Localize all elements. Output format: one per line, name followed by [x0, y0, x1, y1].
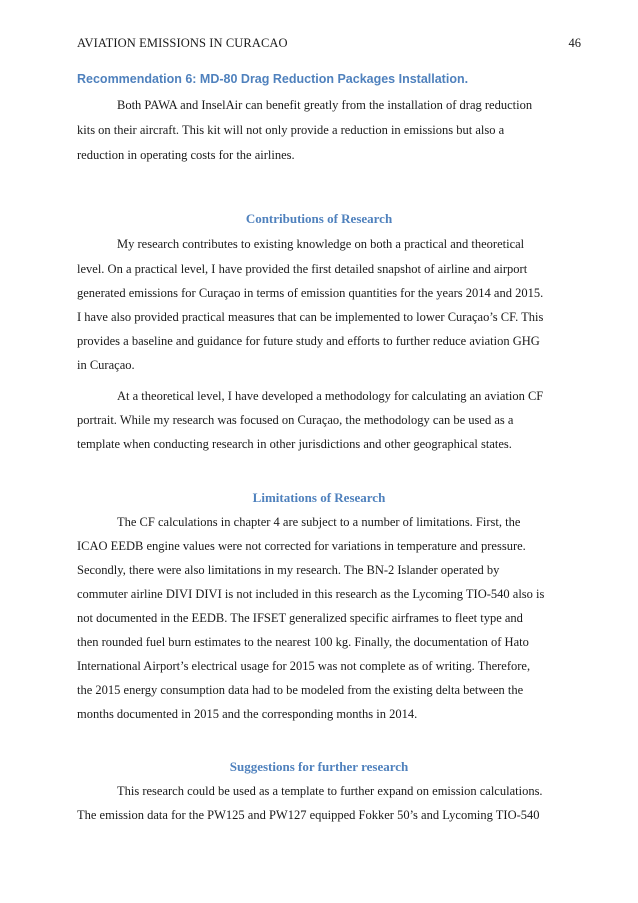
body-line: commuter airline DIVI DIVI is not included in this research as the Lycoming TIO-540 also is [77, 587, 545, 601]
body-line: This research could be used as a template to further expand on emission calculations. [117, 784, 543, 798]
body-line: months documented in 2015 and the corresponding months in 2014. [77, 707, 418, 721]
body-line: ICAO EEDB engine values were not corrected for variations in temperature and pressure. [77, 539, 526, 553]
recommendation-6-heading: Recommendation 6: MD-80 Drag Reduction Packages Installation. [77, 72, 469, 86]
body-line: I have also provided practical measures that can be implemented to lower Curaçao’s CF. This [77, 310, 544, 324]
suggestions-heading: Suggestions for further research [229, 759, 409, 774]
body-line: then rounded fuel burn estimates to the nearest 100 kg. Finally, the documentation of Hato [77, 635, 529, 649]
body-line: template when conducting research in other jurisdictions and other geographical states. [77, 437, 512, 451]
limitations-heading: Limitations of Research [252, 490, 386, 505]
body-line: kits on their aircraft. This kit will not only provide a reduction in emissions but also a [77, 123, 505, 137]
body-line: The CF calculations in chapter 4 are subject to a number of limitations. First, the [117, 515, 521, 529]
page-number: 46 [568, 36, 581, 50]
body-line: At a theoretical level, I have developed a methodology for calculating an aviation CF [117, 389, 544, 403]
body-line: The emission data for the PW125 and PW127 equipped Fokker 50’s and Lycoming TIO-540 [77, 808, 540, 822]
body-line: International Airport’s electrical usage for 2015 was not complete as of writing. Therefore, [77, 659, 531, 673]
body-line: Secondly, there were also limitations in my research. The BN-2 Islander operated by [77, 563, 500, 577]
running-head: AVIATION EMISSIONS IN CURACAO [77, 36, 288, 50]
body-line: My research contributes to existing knowledge on both a practical and theoretical [117, 237, 525, 251]
body-line: not documented in the EEDB. The IFSET generalized specific airframes to fleet type and [77, 611, 523, 625]
body-line: the 2015 energy consumption data had to be modeled from the existing delta between the [77, 683, 524, 697]
body-line: reduction in operating costs for the airlines. [77, 148, 295, 162]
body-line: provides a baseline and guidance for future study and efforts to further reduce aviation GHG [77, 334, 540, 348]
body-line: level. On a practical level, I have provided the first detailed snapshot of airline and airport [77, 262, 528, 276]
body-line: Both PAWA and InselAir can benefit greatly from the installation of drag reduction [117, 98, 533, 112]
body-line: portrait. While my research was focused on Curaçao, the methodology can be used as a [77, 413, 514, 427]
contributions-heading: Contributions of Research [245, 211, 393, 226]
body-line: generated emissions for Curaçao in terms of emission quantities for the years 2014 and 2015. [77, 286, 544, 300]
body-line: in Curaçao. [77, 358, 135, 372]
